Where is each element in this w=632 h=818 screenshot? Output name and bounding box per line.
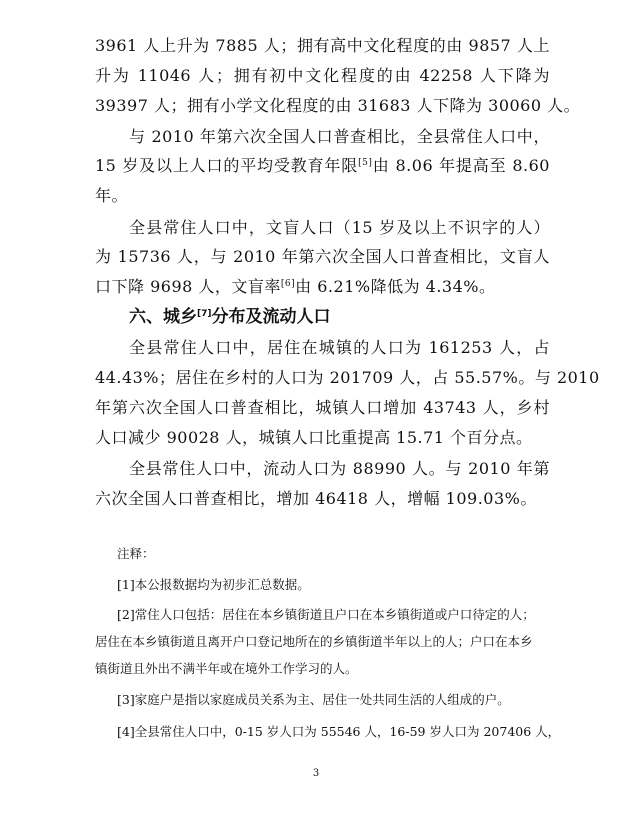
footnote-ref: [6]: [280, 279, 296, 289]
note-item: [3]家庭户是指以家庭成员关系为主、居住一处共同生活的人组成的户。: [117, 692, 510, 707]
paragraph-line: 44.43%；居住在乡村的人口为 201709 人，占 55.57%。与 2010: [95, 368, 600, 387]
section-heading-suffix: 分布及流动人口: [211, 307, 331, 327]
paragraph-line: 六次全国人口普查相比，增加 46418 人，增幅 109.03%。: [95, 489, 537, 508]
section-heading-prefix: 六、城乡: [129, 307, 197, 327]
paragraph-line: 3961 人上升为 7885 人；拥有高中文化程度的由 9857 人上: [95, 36, 550, 55]
paragraph-line: 全县常住人口中，流动人口为 88990 人。与 2010 年第: [129, 459, 550, 478]
note-item: [2]常住人口包括：居住在本乡镇街道且户口在本乡镇街道或户口待定的人；: [117, 607, 535, 622]
text-run: 15 岁及以上人口的平均受教育年限: [95, 156, 359, 175]
paragraph-line: 为 15736 人，与 2010 年第六次全国人口普查相比，文盲人: [95, 247, 550, 266]
footnote-ref: [5]: [358, 158, 373, 168]
note-item: [1]本公报数据均为初步汇总数据。: [117, 577, 310, 592]
paragraph-line: 与 2010 年第六次全国人口普查相比，全县常住人口中，: [129, 127, 550, 146]
page-number: 3: [312, 768, 320, 779]
text-run: 由 6.21%降低为 4.34%。: [295, 277, 496, 296]
paragraph-line: 升为 11046 人；拥有初中文化程度的由 42258 人下降为: [95, 66, 550, 85]
note-item: 居住在本乡镇街道且离开户口登记地所在的乡镇街道半年以上的人；户口在本乡: [95, 634, 533, 649]
section-heading: [129, 306, 331, 328]
paragraph-line: 年第六次全国人口普查相比，城镇人口增加 43743 人，乡村: [95, 398, 550, 417]
text-run: 由 8.06 年提高至 8.60: [372, 156, 550, 175]
notes-title: 注释：: [117, 546, 155, 561]
paragraph-line: 全县常住人口中，居住在城镇的人口为 161253 人，占: [129, 338, 550, 357]
paragraph-line: [95, 155, 550, 177]
note-item: 镇街道且外出不满半年或在境外工作学习的人。: [95, 661, 358, 676]
paragraph-line: 全县常住人口中，文盲人口（15 岁及以上不识字的人）: [129, 218, 550, 237]
paragraph-line: [95, 276, 550, 298]
footnote-ref: [7]: [197, 309, 212, 319]
paragraph-line: 39397 人；拥有小学文化程度的由 31683 人下降为 30060 人。: [95, 96, 581, 115]
paragraph-line: 人口减少 90028 人，城镇人口比重提高 15.71 个百分点。: [95, 428, 533, 447]
note-item: [4]全县常住人口中，0-15 岁人口为 55546 人，16-59 岁人口为 207406 人，: [117, 724, 561, 739]
text-run: 口下降 9698 人，文盲率: [95, 277, 281, 296]
paragraph-line: 年。: [95, 186, 129, 205]
